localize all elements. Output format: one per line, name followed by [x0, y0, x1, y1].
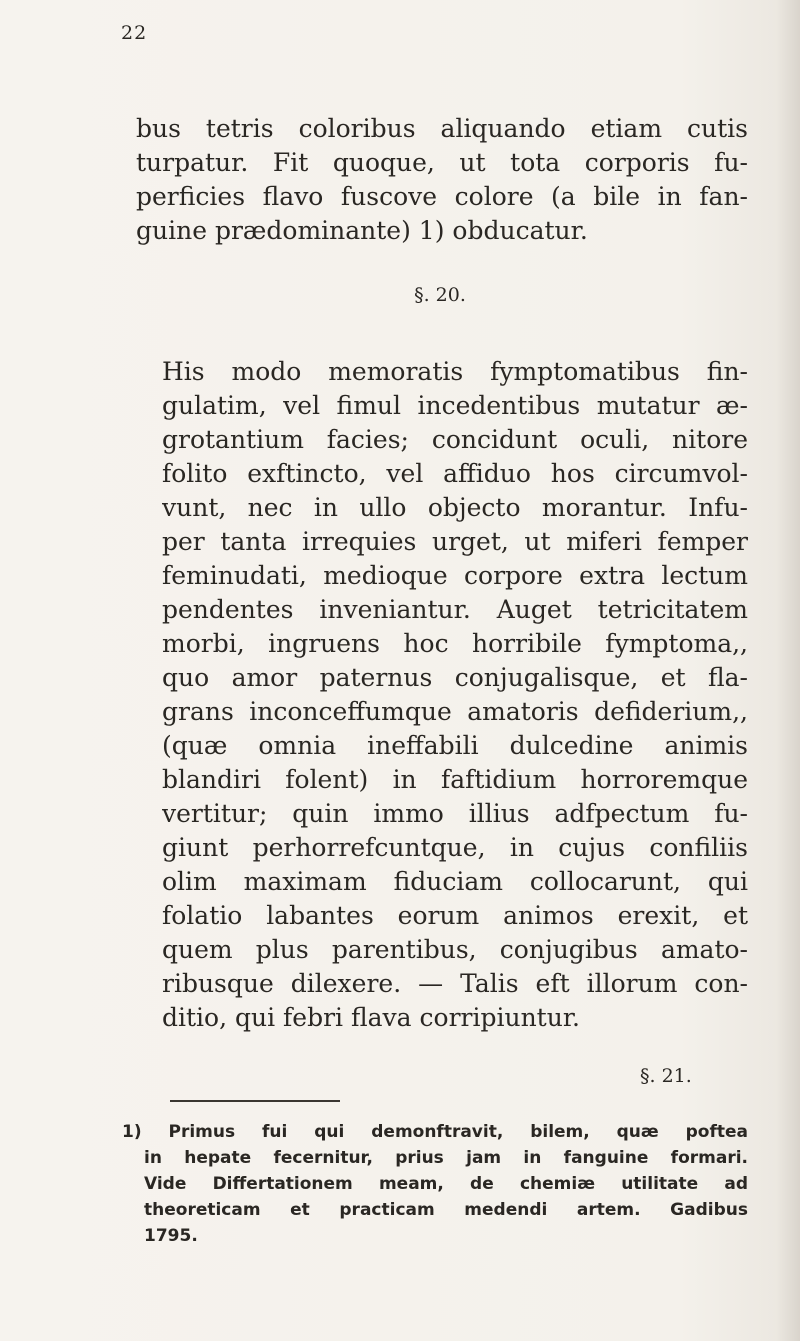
paragraph-continuation — [136, 112, 748, 248]
text-line: morbi, ingruens hoc horribile fymptoma,, — [162, 629, 748, 658]
footnote-line: Vide Differtationem meam, de chemiæ utilitate ad — [144, 1174, 748, 1194]
footnote-line: 1795. — [144, 1226, 198, 1246]
text-line: gulatim, vel fimul incedentibus mutatur æ- — [162, 391, 748, 420]
text-line: feminudati, medioque corpore extra lectum — [162, 561, 748, 590]
text-line: grotantium facies; concidunt oculi, nitore — [162, 425, 748, 454]
footnote-line: theoreticam et practicam medendi artem. Gadibus — [144, 1200, 748, 1220]
text-line: folatio labantes eorum animos erexit, et — [162, 901, 748, 930]
section-heading-20: §. 20. — [414, 284, 466, 306]
text-line: vertitur; quin immo illius adfpectum fu- — [162, 799, 748, 828]
page-number: 22 — [121, 22, 148, 44]
text-line: quo amor paternus conjugalisque, et fla- — [162, 663, 748, 692]
text-line: ribusque dilexere. — Talis eft illorum con- — [162, 969, 748, 998]
text-line: blandiri folent) in faftidium horroremque — [162, 765, 748, 794]
text-line: olim maximam fiduciam collocarunt, qui — [162, 867, 748, 896]
text-line: folito exftincto, vel affiduo hos circumvol- — [162, 459, 748, 488]
text-line: grans inconceffumque amatoris defiderium,, — [162, 697, 748, 726]
footnote-line: in hepate fecernitur, prius jam in fanguine formari. — [144, 1148, 748, 1168]
section-heading-21: §. 21. — [640, 1065, 692, 1087]
text-line: (quæ omnia ineffabili dulcedine animis — [162, 731, 748, 760]
text-line: ditio, qui febri flava corripiuntur. — [162, 1003, 580, 1032]
paragraph-section-20 — [162, 355, 748, 1035]
footnote — [122, 1119, 748, 1249]
footnote-line: 1) Primus fui qui demonftravit, bilem, quæ poftea — [122, 1122, 748, 1142]
text-line: bus tetris coloribus aliquando etiam cutis — [136, 114, 748, 143]
text-line: pendentes inveniantur. Auget tetricitatem — [162, 595, 748, 624]
text-line: His modo memoratis fymptomatibus fin- — [162, 357, 748, 386]
text-line: turpatur. Fit quoque, ut tota corporis fu- — [136, 148, 748, 177]
text-line: quem plus parentibus, conjugibus amato- — [162, 935, 748, 964]
text-line: vunt, nec in ullo objecto morantur. Infu- — [162, 493, 748, 522]
text-line: giunt perhorrefcuntque, in cujus confiliis — [162, 833, 748, 862]
text-line: per tanta irrequies urget, ut miferi femper — [162, 527, 748, 556]
footnote-divider — [170, 1100, 340, 1102]
text-line: perficies flavo fuscove colore (a bile in fan- — [136, 182, 748, 211]
text-line: guine prædominante) 1) obducatur. — [136, 216, 588, 245]
